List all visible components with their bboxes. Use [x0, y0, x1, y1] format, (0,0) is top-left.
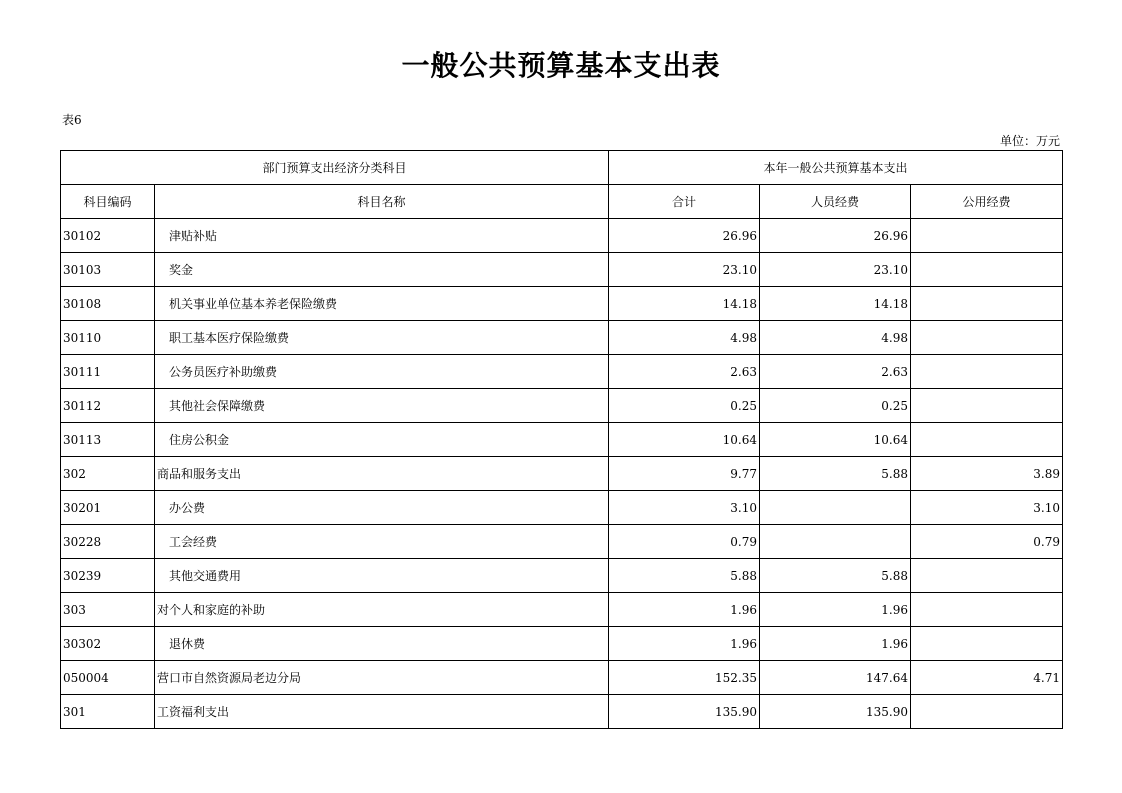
header-group-row — [61, 151, 1063, 185]
personnel-expense-cell: 1.96 — [760, 627, 911, 661]
total-cell: 0.79 — [609, 525, 760, 559]
table-body — [61, 219, 1063, 729]
table-row — [61, 219, 1063, 253]
personnel-expense-cell: 5.88 — [760, 457, 911, 491]
subject-name-cell: 职工基本医疗保险缴费 — [155, 321, 609, 355]
table-row — [61, 253, 1063, 287]
personnel-expense-cell: 23.10 — [760, 253, 911, 287]
subject-code-cell: 30103 — [61, 253, 155, 287]
table-row — [61, 491, 1063, 525]
personnel-expense-cell: 0.25 — [760, 389, 911, 423]
public-expense-cell — [911, 355, 1063, 389]
total-cell: 26.96 — [609, 219, 760, 253]
total-cell: 14.18 — [609, 287, 760, 321]
public-expense-cell — [911, 253, 1063, 287]
table-row — [61, 287, 1063, 321]
total-cell: 4.98 — [609, 321, 760, 355]
header-basic-expenditure: 本年一般公共预算基本支出 — [609, 151, 1063, 185]
subject-name-cell: 工会经费 — [155, 525, 609, 559]
total-cell: 1.96 — [609, 593, 760, 627]
total-cell: 9.77 — [609, 457, 760, 491]
subject-name-cell: 住房公积金 — [155, 423, 609, 457]
budget-table — [60, 150, 1063, 729]
total-cell: 23.10 — [609, 253, 760, 287]
personnel-expense-cell: 5.88 — [760, 559, 911, 593]
subject-name-cell: 对个人和家庭的补助 — [155, 593, 609, 627]
subject-code-cell: 30110 — [61, 321, 155, 355]
personnel-expense-cell: 26.96 — [760, 219, 911, 253]
personnel-expense-cell — [760, 525, 911, 559]
personnel-expense-cell: 135.90 — [760, 695, 911, 729]
subject-name-cell: 机关事业单位基本养老保险缴费 — [155, 287, 609, 321]
subject-code-cell: 050004 — [61, 661, 155, 695]
unit-label: 单位：万元 — [999, 134, 1060, 148]
personnel-expense-cell: 1.96 — [760, 593, 911, 627]
total-cell: 0.25 — [609, 389, 760, 423]
header-personnel-expense: 人员经费 — [760, 185, 911, 219]
public-expense-cell — [911, 627, 1063, 661]
public-expense-cell — [911, 219, 1063, 253]
subject-code-cell: 30102 — [61, 219, 155, 253]
total-cell: 1.96 — [609, 627, 760, 661]
subject-code-cell: 30108 — [61, 287, 155, 321]
table-row — [61, 627, 1063, 661]
table-row — [61, 389, 1063, 423]
table-row — [61, 593, 1063, 627]
subject-name-cell: 奖金 — [155, 253, 609, 287]
subject-name-cell: 公务员医疗补助缴费 — [155, 355, 609, 389]
header-economic-classification: 部门预算支出经济分类科目 — [61, 151, 609, 185]
public-expense-cell — [911, 389, 1063, 423]
public-expense-cell — [911, 423, 1063, 457]
table-row — [61, 661, 1063, 695]
table-row — [61, 423, 1063, 457]
header-total: 合计 — [609, 185, 760, 219]
personnel-expense-cell: 4.98 — [760, 321, 911, 355]
total-cell: 5.88 — [609, 559, 760, 593]
total-cell: 2.63 — [609, 355, 760, 389]
subject-name-cell: 营口市自然资源局老边分局 — [155, 661, 609, 695]
personnel-expense-cell: 2.63 — [760, 355, 911, 389]
subject-code-cell: 30112 — [61, 389, 155, 423]
table-row — [61, 355, 1063, 389]
personnel-expense-cell: 14.18 — [760, 287, 911, 321]
header-public-expense: 公用经费 — [911, 185, 1063, 219]
public-expense-cell — [911, 593, 1063, 627]
subject-code-cell: 303 — [61, 593, 155, 627]
public-expense-cell: 0.79 — [911, 525, 1063, 559]
subject-code-cell: 30228 — [61, 525, 155, 559]
public-expense-cell — [911, 287, 1063, 321]
total-cell: 10.64 — [609, 423, 760, 457]
public-expense-cell: 3.10 — [911, 491, 1063, 525]
public-expense-cell: 3.89 — [911, 457, 1063, 491]
subject-code-cell: 30113 — [61, 423, 155, 457]
header-subject-name: 科目名称 — [155, 185, 609, 219]
subject-code-cell: 30201 — [61, 491, 155, 525]
subject-name-cell: 津贴补贴 — [155, 219, 609, 253]
table-row — [61, 525, 1063, 559]
subject-name-cell: 其他社会保障缴费 — [155, 389, 609, 423]
personnel-expense-cell — [760, 491, 911, 525]
table-row — [61, 457, 1063, 491]
table-row — [61, 695, 1063, 729]
header-column-row — [61, 185, 1063, 219]
subject-name-cell: 工资福利支出 — [155, 695, 609, 729]
subject-code-cell: 302 — [61, 457, 155, 491]
public-expense-cell — [911, 695, 1063, 729]
page-title: 一般公共预算基本支出表 — [401, 49, 721, 82]
subject-code-cell: 30111 — [61, 355, 155, 389]
public-expense-cell: 4.71 — [911, 661, 1063, 695]
subject-name-cell: 办公费 — [155, 491, 609, 525]
header-subject-code: 科目编码 — [61, 185, 155, 219]
subject-code-cell: 30239 — [61, 559, 155, 593]
subject-code-cell: 301 — [61, 695, 155, 729]
public-expense-cell — [911, 321, 1063, 355]
personnel-expense-cell: 147.64 — [760, 661, 911, 695]
table-row — [61, 559, 1063, 593]
subject-code-cell: 30302 — [61, 627, 155, 661]
subject-name-cell: 商品和服务支出 — [155, 457, 609, 491]
table-number: 表6 — [62, 113, 82, 127]
total-cell: 3.10 — [609, 491, 760, 525]
total-cell: 135.90 — [609, 695, 760, 729]
subject-name-cell: 退休费 — [155, 627, 609, 661]
total-cell: 152.35 — [609, 661, 760, 695]
subject-name-cell: 其他交通费用 — [155, 559, 609, 593]
public-expense-cell — [911, 559, 1063, 593]
personnel-expense-cell: 10.64 — [760, 423, 911, 457]
table-row — [61, 321, 1063, 355]
